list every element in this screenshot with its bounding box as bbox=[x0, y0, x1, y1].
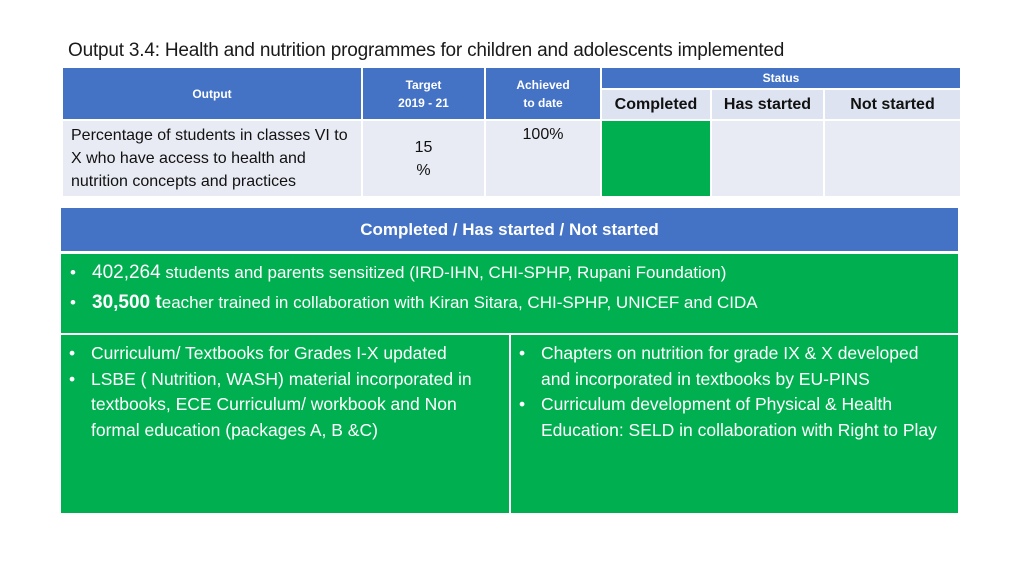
header-target: Target 2019 - 21 bbox=[363, 68, 484, 119]
row-target: 15 % bbox=[363, 121, 484, 196]
bullet-icon: • bbox=[70, 263, 76, 282]
highlight-item: • 30,500 teacher trained in collaboration with Kiran Sitara, CHI-SPHP, UNICEF and CIDA bbox=[70, 288, 958, 318]
page-title: Output 3.4: Health and nutrition programmes for children and adolescents implemented bbox=[68, 40, 785, 61]
list-item: • Chapters on nutrition for grade IX & X developed and incorporated in textbooks by EU-PINS bbox=[519, 343, 919, 389]
highlights-box bbox=[61, 254, 958, 333]
highlight-number: 30,500 bbox=[92, 292, 151, 313]
bullet-icon: • bbox=[519, 394, 526, 415]
row-achieved: 100% bbox=[486, 121, 600, 196]
status-completed-indicator bbox=[602, 121, 710, 196]
bullet-icon: • bbox=[70, 293, 76, 312]
status-not-started-cell bbox=[825, 121, 960, 196]
row-output: Percentage of students in classes VI to X who have access to health and nutrition concepts and practices bbox=[63, 121, 361, 196]
header-output: Output bbox=[63, 68, 361, 119]
left-list-box bbox=[61, 335, 509, 513]
header-completed: Completed bbox=[602, 90, 710, 119]
bullet-icon: • bbox=[69, 368, 76, 389]
bullet-icon: • bbox=[69, 343, 76, 363]
bullet-icon: • bbox=[519, 343, 526, 363]
header-has-started: Has started bbox=[712, 90, 823, 119]
status-has-started-cell bbox=[712, 121, 823, 196]
header-achieved: Achieved to date bbox=[486, 68, 600, 119]
list-item: • Curriculum development of Physical & Health Education: SELD in collaboration with Right to Play bbox=[519, 394, 937, 440]
highlight-item: • 402,264 students and parents sensitized (IRD-IHN, CHI-SPHP, Rupani Foundation) bbox=[70, 258, 958, 288]
header-status: Status bbox=[602, 68, 960, 88]
list-item: • Curriculum/ Textbooks for Grades I-X updated bbox=[69, 341, 501, 367]
highlight-number: 402,264 bbox=[92, 262, 161, 283]
header-not-started: Not started bbox=[825, 90, 960, 119]
right-list-box bbox=[511, 335, 958, 513]
list-item: • LSBE ( Nutrition, WASH) material incorporated in textbooks, ECE Curriculum/ workbook and Non formal education (packages A, B &C) bbox=[69, 368, 472, 440]
status-banner: Completed / Has started / Not started bbox=[61, 208, 958, 251]
